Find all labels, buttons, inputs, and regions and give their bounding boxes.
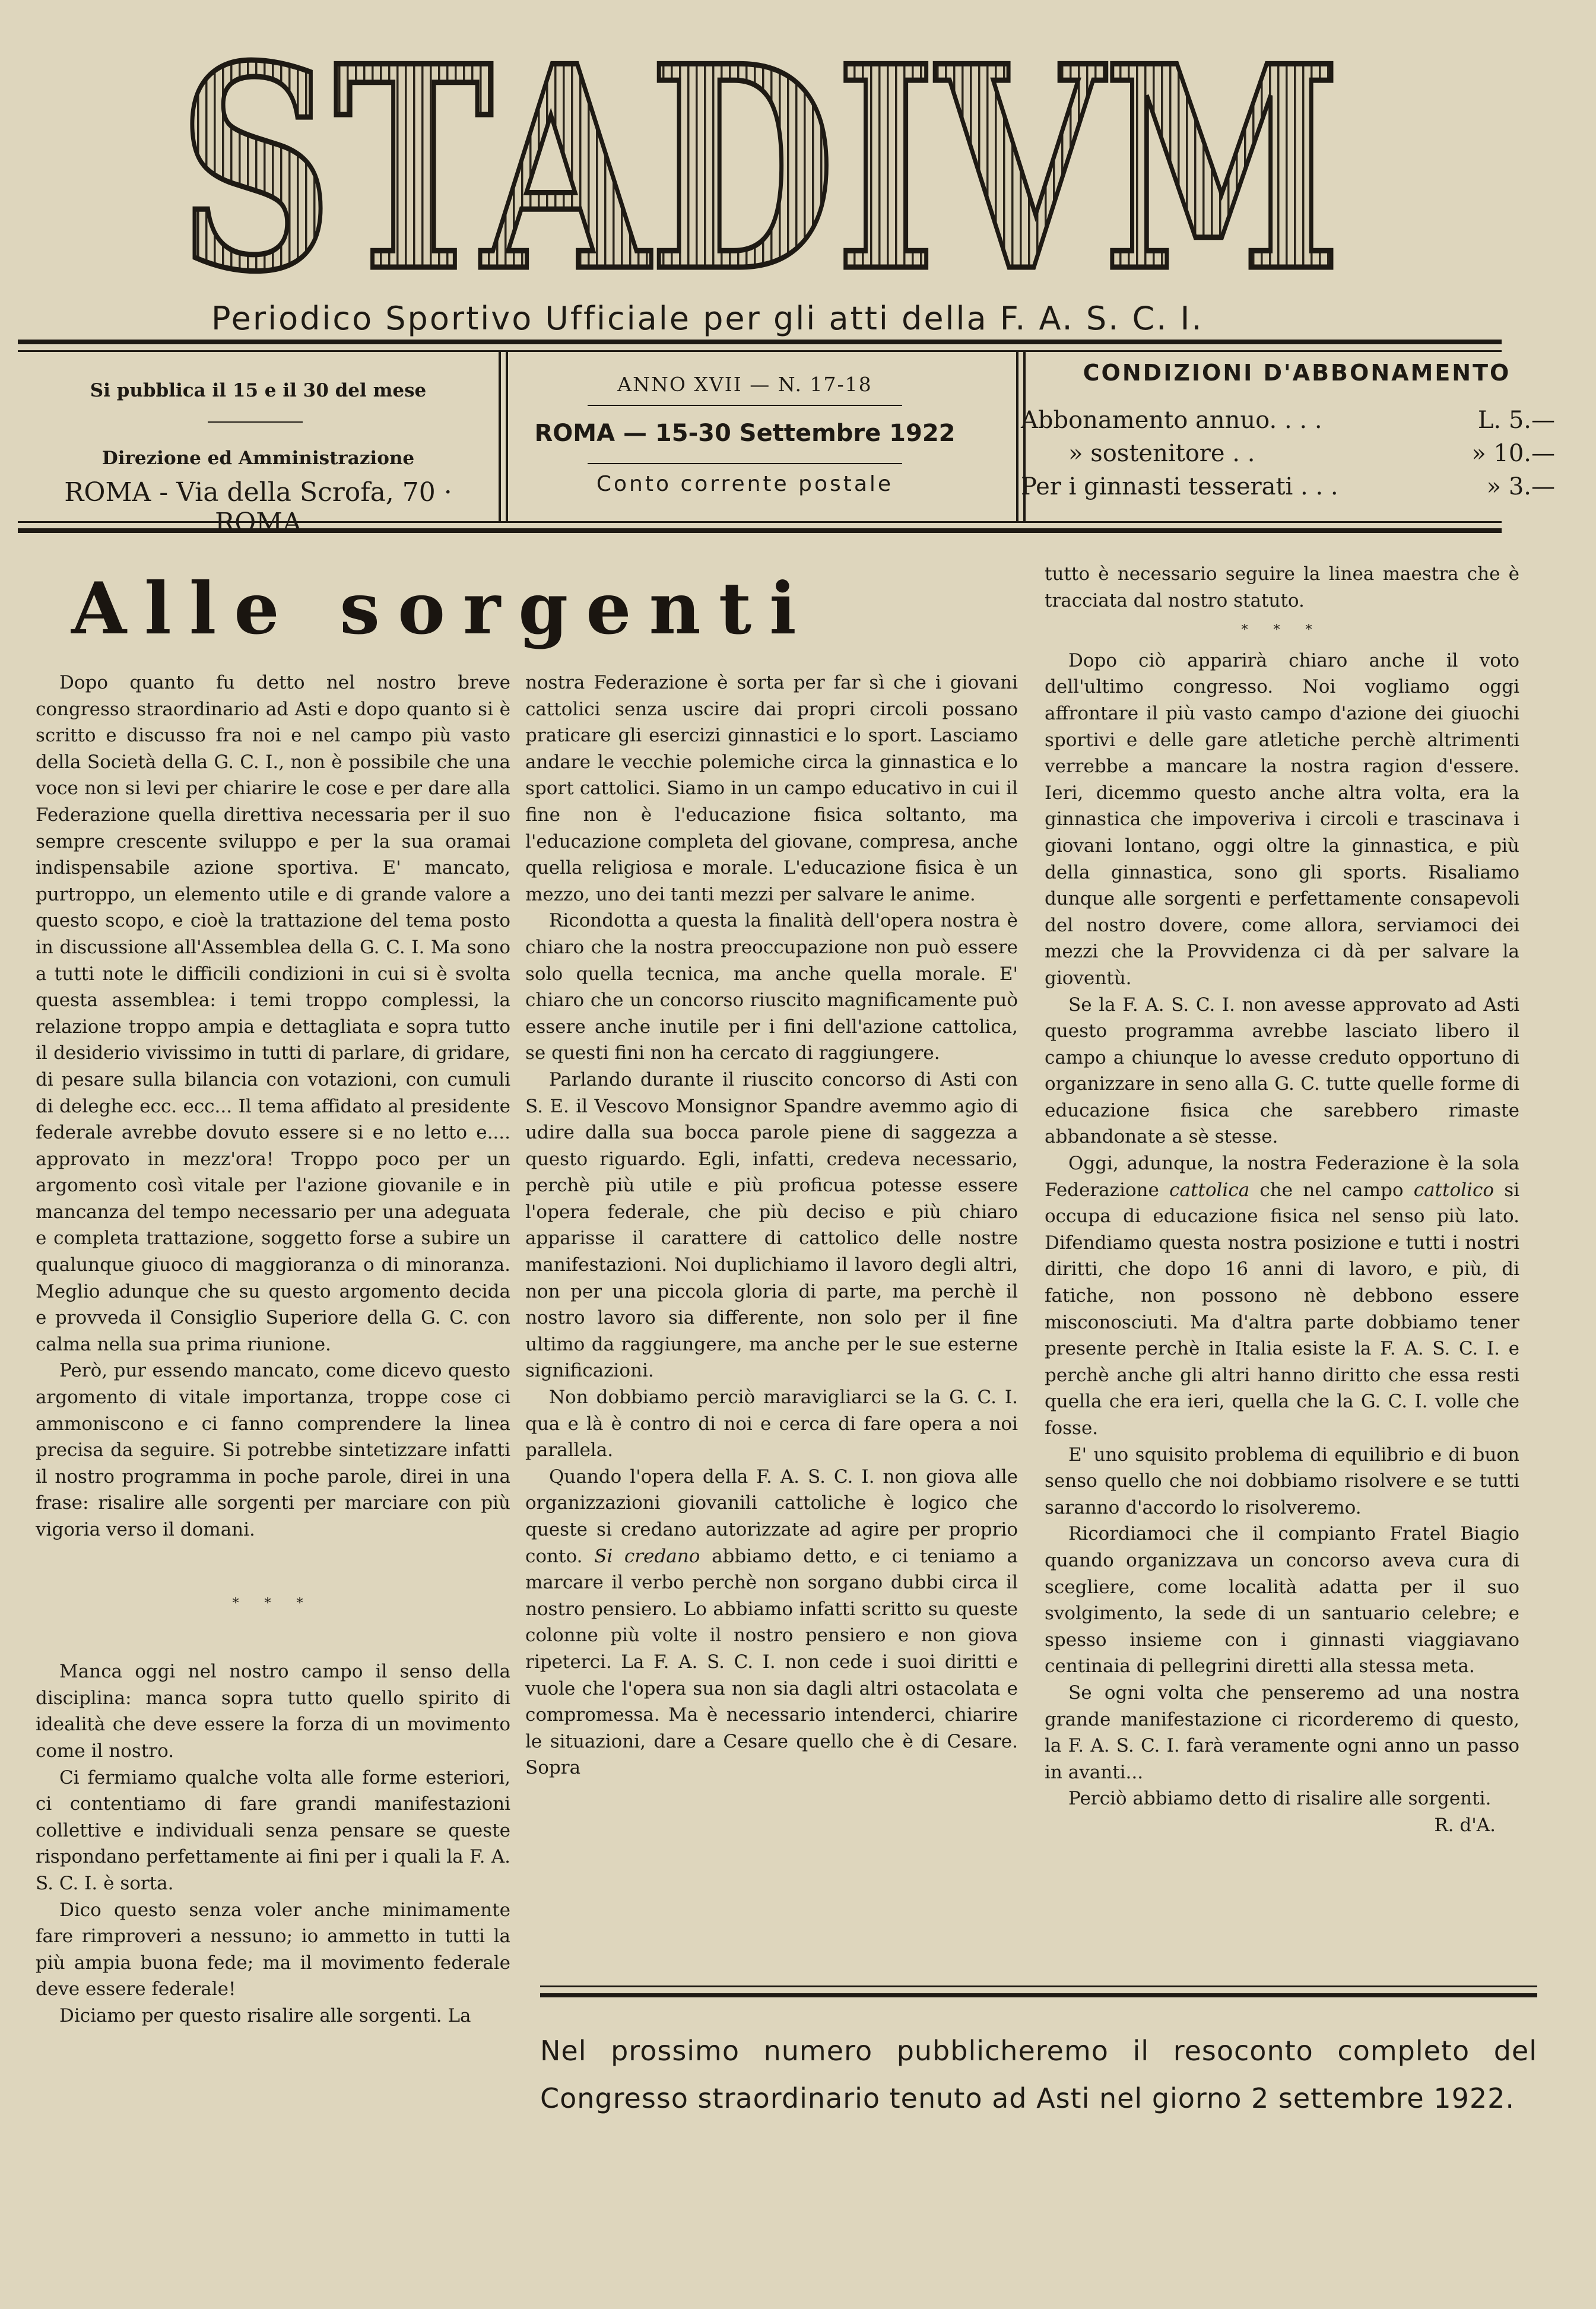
paragraph: Ricondotta a questa la finalità dell'opera nostra è chiaro che la nostra preoccupazione non può essere solo quella tecnica, ma anche quella morale. E' chiaro che un concorso riuscito magnificamente può essere anche inutile per i fini dell'azione cattolica, se questi fini non ha cercato di raggiungere.: [525, 910, 1018, 1064]
paragraph: E' uno squisito problema di equilibrio e di buon senso quello che noi dobbiamo risolvere e se tutti saranno d'accordo lo risolveremo.: [1045, 1444, 1519, 1518]
section-separator: * * *: [1241, 623, 1323, 638]
issue-date: ROMA — 15-30 Settembre 1922: [534, 420, 956, 447]
paragraph: Dopo quanto fu detto nel nostro breve congresso straordinario ad Asti e dopo quanto si è scritto e discusso fra noi e nel campo più vasto della Società della G. C. I., non è possibile che una voce non si levi per chiarire le cose e per dare alla Federazione quella direttiva necessaria per il suo sempre crescente sviluppo e per la sua oramai indispensabile azione sportiva. E' mancato, purtroppo, un elemento utile e di grande valore a questo scopo, e cioè la trattazione del tema posto in discussione all'Assemblea della G. C. I. Ma sono a tutti note le difficili condizioni in cui si è svolta questa assemblea: i temi troppo complessi, la relazione troppo ampia e dettagliata e sopra tutto il desiderio vivissimo in tutti di parlare, di gridare, di pesare sulla bilancia con votazioni, con cumuli di deleghe ecc. ecc... Il tema affidato al presidente federale avrebbe dovuto essere si e no letto e.... approvato in mezz'ora! Troppo poco per un argomento così vitale per l'azione giovanile e in mancanza del tempo necessario per una adeguata e completa trattazione, soggetto forse a subire un qualunque giuoco di maggioranza o di minoranza. Meglio adunque che su questo argomento decida e provveda il Consiglio Superiore della G. C. con calma nella sua prima riunione.: [36, 672, 510, 1355]
masthead-subtitle: Periodico Sportivo Ufficiale per gli atti della F. A. S. C. I.: [211, 300, 1204, 337]
postal-account: Conto corrente postale: [596, 472, 894, 496]
subscription-row: Per i ginnasti tesserati . . . » 3.—: [1021, 473, 1555, 500]
article-title: Alle sorgenti: [71, 567, 814, 651]
paragraph: Se ogni volta che penseremo ad una nostra grande manifestazione ci ricorderemo di questo, la F. A. S. C. I. farà veramente ogni anno un passo in avanti...: [1045, 1682, 1519, 1783]
paragraph: tutto è necessario seguire la linea maestra che è tracciata dal nostro statuto.: [1045, 563, 1519, 611]
paragraph: Diciamo per questo risalire alle sorgenti. La: [59, 2004, 471, 2026]
masthead-logo: [172, 47, 1347, 309]
top-rule: [18, 340, 1502, 344]
publication-frequency: Si pubblica il 15 e il 30 del mese: [90, 380, 427, 401]
paragraph: Quando l'opera della F. A. S. C. I. non giova alle organizzazioni giovanili cattoliche è logico che queste si credano autorizzate ad agire per proprio conto. Si credano abbiamo detto, e ci teniamo a marcare il verbo perchè non sorgano dubbi circa il nostro pensiero. Lo abbiamo infatti scritto su queste colonne più volte il nostro pensiero e non giova ripeterci. La F. A. S. C. I. non cede i suoi diritti e vuole che l'opera sua non sia dagli altri ostacolata e compromessa. Ma è necessario intenderci, chiarire le situazioni, dare a Cesare quello che è di Cesare. Sopra: [525, 1466, 1018, 1779]
notice-rule-thick: [540, 1993, 1537, 1997]
paragraph: Ricordiamoci che il compianto Fratel Biagio quando organizzava un concorso aveva cura di scegliere, come località adatta per il suo svolgimento, la sede di un santuario celebre; e spesso insieme con i ginnasti viaggiavano centinaia di pellegrini diretti alla stessa meta.: [1045, 1523, 1519, 1677]
paragraph: Manca oggi nel nostro campo il senso della disciplina: manca sopra tutto quello spirito di idealità che deve essere la forza di un movimento come il nostro.: [36, 1661, 510, 1762]
paragraph: Ci fermiamo qualche volta alle forme esteriori, ci contentiamo di fare grandi manifestazioni collettive e individuali senza pensare se queste rispondano perfettamente ai fini per i quali la F. A. S. C. I. è sorta.: [36, 1766, 510, 1894]
paragraph: Se la F. A. S. C. I. non avesse approvato ad Asti questo programma avrebbe lasciato libero il campo a chiunque lo avesse creduto opportuno di organizzare in seno alla G. C. tutte quelle forme di educazione fisica che sarebbero rimaste abbandonate a sè stesse.: [1045, 994, 1519, 1148]
subscription-heading: CONDIZIONI D'ABBONAMENTO: [1083, 360, 1511, 386]
divider-left-2: [506, 352, 508, 521]
direction-label: Direzione ed Amministrazione: [101, 448, 415, 469]
paragraph: Dico questo senza voler anche minimamente fare rimproveri a nessuno; io ammetto in tutti la più ampia buona fede; ma il movimento federale deve essere federale!: [36, 1899, 510, 2000]
paragraph: nostra Federazione è sorta per far sì che i giovani cattolici senza uscire dai propri circoli possano praticare gli esercizi ginnastici e lo sport. Lasciamo andare le vecchie polemiche circa la ginnastica e lo sport cattolici. Siamo in un campo educativo in cui il fine non è l'educazione fisica soltanto, ma l'educazione completa del giovane, compresa, anche quella religiosa e morale. L'educazione fisica è un mezzo, uno dei tanti mezzi per salvare le anime.: [525, 672, 1018, 905]
issue-info: [510, 356, 979, 522]
address: ROMA - Via della Scrofa, 70 · ROMA: [64, 477, 452, 538]
paragraph: Dopo ciò apparirà chiaro anche il voto dell'ultimo congresso. Noi vogliamo oggi affrontare il più vasto campo d'azione dei giuochi sportivi e delle gare atletiche perchè altrimenti verrebbe a mancare la nostra ragion d'essere. Ieri, dicemmo questo anche altra volta, era la ginnastica che impoveriva i circoli e trascinava i giovani lontano, oggi oltre la ginnastica, e più della ginnastica, sono gli sports. Risaliamo dunque alle sorgenti e perfettamente consapevoli del nostro dovere, come allora, serviamoci dei mezzi che la Provvidenza ci dà per salvare la gioventù.: [1045, 649, 1519, 989]
top-rule-thin: [18, 350, 1502, 352]
subscription-info: [1021, 356, 1573, 522]
article-column-3: [1045, 561, 1519, 1839]
divider-left: [499, 352, 501, 521]
paragraph: Parlando durante il riuscito concorso di Asti con S. E. il Vescovo Monsignor Spandre avemmo agio di udire dalla sua bocca parole piene di saggezza a questo riguardo. Egli, infatti, credeva necessario, perchè più utile e più proficua potesse essere l'opera federale, che più deciso e più chiaro apparisse il carattere di cattolico delle nostre manifestazioni. Noi duplichiamo il lavoro degli altri, non per una piccola gloria di parte, ma perchè il nostro lavoro sia differente, non solo per il fine ultimo da raggiungere, ma anche per le sue esterne significazioni.: [525, 1068, 1018, 1382]
paragraph: Oggi, adunque, la nostra Federazione è la sola Federazione cattolica che nel campo cattolico si occupa di educazione fisica nel senso più lato. Difendiamo questa nostra posizione e tutti i nostri diritti, che dopo 16 anni di lavoro, e più, di fatiche, non possono nè debbono essere misconosciuti. Ma d'altra parte dobbiamo tener presente perchè in Italia esiste la F. A. S. C. I. e perchè anche gli altri hanno diritto che essa resti quella che era ieri, quella che la G. C. I. volle che fosse.: [1045, 1153, 1520, 1439]
publication-info: [18, 356, 499, 538]
divider-right: [1016, 352, 1018, 521]
paragraph: Perciò abbiamo detto di risalire alle sorgenti.: [1068, 1788, 1492, 1810]
notice-rule: [540, 1986, 1537, 1987]
article-column-2: [525, 670, 1018, 1781]
section-separator: * * *: [232, 1596, 314, 1611]
paragraph: Non dobbiamo perciò maravigliarci se la G. C. I. qua e là è contro di noi e cerca di fare opera a noi parallela.: [525, 1387, 1018, 1461]
issue-number: ANNO XVII — N. 17-18: [617, 373, 872, 396]
subscription-row: Abbonamento annuo. . . . L. 5.—: [1021, 407, 1555, 434]
masthead-title: STADIVM: [178, 47, 1341, 309]
author-signature: R. d'A.: [1434, 1814, 1496, 1836]
article-column-1: [36, 670, 510, 2029]
paragraph: Però, pur essendo mancato, come dicevo questo argomento di vitale importanza, troppe cose ci ammoniscono e ci fanno comprendere la linea precisa da seguire. Si potrebbe sintetizzare infatti il nostro programma in poche parole, direi in una frase: risalire alle sorgenti per marciare con più vigoria verso il domani.: [36, 1360, 510, 1540]
subscription-row: » sostenitore . . » 10.—: [1068, 440, 1555, 467]
next-issue-notice: Nel prossimo numero pubblicheremo il resoconto completo del Congresso straordinario tenuto ad Asti nel giorno 2 settembre 1922.: [540, 2035, 1537, 2114]
